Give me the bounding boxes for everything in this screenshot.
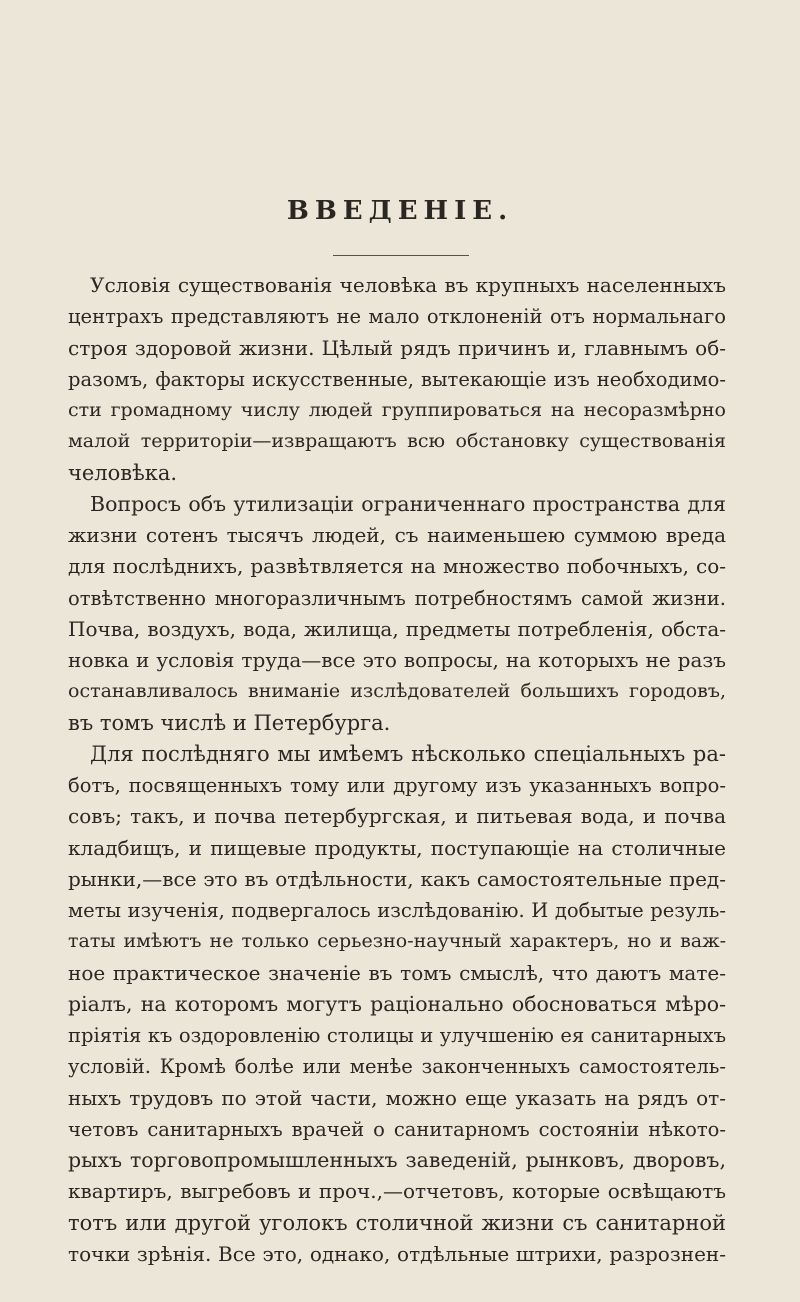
body-text <box>68 270 726 1270</box>
text-line: ныхъ трудовъ по этой части, можно еще указать на рядъ от- <box>68 1085 726 1110</box>
text-line: меты изученія, подвергалось изслѣдованію. И добытые резуль- <box>68 899 726 922</box>
text-line: тотъ или другой уголокъ столичной жизни съ санитарной <box>68 1210 726 1235</box>
text-line: Условія существованія человѣка въ крупныхъ населенныхъ <box>90 273 726 297</box>
text-line: въ томъ числѣ и Петербурга. <box>68 710 391 735</box>
title-divider <box>333 255 469 256</box>
text-line: совъ; такъ, и почва петербургская, и питьевая вода, и почва <box>68 804 726 829</box>
text-line: разомъ, факторы искусственные, вытекающіе изъ необходимо- <box>68 367 726 391</box>
text-line: квартиръ, выгребовъ и проч.,—отчетовъ, которые освѣщаютъ <box>68 1179 726 1204</box>
text-line: Вопросъ объ утилизаціи ограниченнаго пространства для <box>90 491 726 516</box>
text-line: таты имѣютъ не только серьезно-научный характеръ, но и важ- <box>68 930 726 953</box>
text-line: человѣка. <box>68 460 178 485</box>
text-line: точки зрѣнія. Все это, однако, отдѣльные штрихи, разрознен- <box>68 1241 726 1266</box>
text-line: условій. Кромѣ болѣе или менѣе законченныхъ самостоятель- <box>68 1055 726 1079</box>
text-line: четовъ санитарныхъ врачей о санитарномъ состояніи нѣкото- <box>68 1117 726 1141</box>
text-line: новка и условія труда—все это вопросы, на которыхъ не разъ <box>68 648 726 672</box>
text-line: пріятія къ оздоровленію столицы и улучшенію ея санитарныхъ <box>68 1024 726 1047</box>
chapter-title: ВВЕДЕНІЕ. <box>286 196 514 226</box>
text-line: ное практическое значеніе въ томъ смыслѣ, что даютъ мате- <box>68 960 726 985</box>
text-line: Для послѣдняго мы имѣемъ нѣсколько спеціальныхъ ра- <box>90 741 726 766</box>
text-line: сти громадному числу людей группироваться на несоразмѣрно <box>68 399 726 421</box>
text-line: ботъ, посвященныхъ тому или другому изъ указанныхъ вопро- <box>68 774 726 797</box>
text-line: рынки,—все это въ отдѣльности, какъ самостоятельные пред- <box>68 866 726 891</box>
text-line: строя здоровой жизни. Цѣлый рядъ причинъ и, главнымъ об- <box>68 335 726 360</box>
text-line: Почва, воздухъ, вода, жилища, предметы потребленія, обста- <box>68 616 726 641</box>
text-line: рыхъ торговопромышленныхъ заведеній, рынковъ, дворовъ, <box>68 1148 726 1172</box>
text-line: ріалъ, на которомъ могутъ раціонально обосноваться мѣро- <box>68 991 726 1016</box>
text-line: центрахъ представляютъ не мало отклоненій отъ нормальнаго <box>68 305 726 329</box>
text-line: для послѣднихъ, развѣтвляется на множество побочныхъ, со- <box>68 554 726 579</box>
text-line: кладбищъ, и пищевые продукты, поступающіе на столичные <box>68 835 726 860</box>
text-line: останавливалось вниманіе изслѣдователей большихъ городовъ, <box>68 680 726 703</box>
text-line: жизни сотенъ тысячъ людей, съ наименьшею суммою вреда <box>68 523 726 547</box>
text-line: малой территоріи—извращаютъ всю обстановку существованія <box>68 430 726 453</box>
text-line: отвѣтственно многоразличнымъ потребностямъ самой жизни. <box>68 586 726 610</box>
